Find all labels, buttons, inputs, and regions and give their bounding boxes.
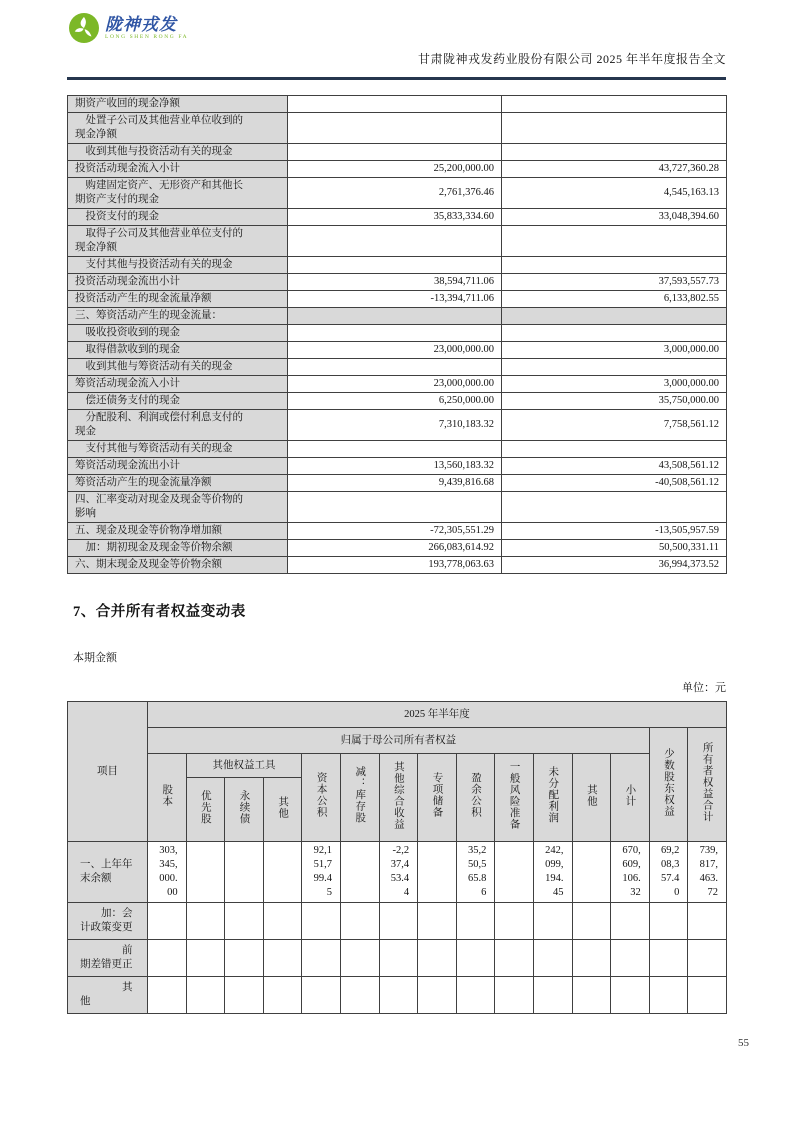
equity-value-cell bbox=[148, 977, 187, 1014]
cashflow-row bbox=[68, 325, 727, 342]
equity-value-cell bbox=[533, 903, 572, 940]
cashflow-item-label: 筹资活动产生的现金流量净额 bbox=[68, 475, 288, 492]
cashflow-item-label: 支付其他与筹资活动有关的现金 bbox=[68, 441, 288, 458]
equity-value-cell bbox=[340, 940, 379, 977]
col-header-minority-interest: 少数股东权益 bbox=[649, 728, 688, 842]
cashflow-prior-value: 35,750,000.00 bbox=[502, 393, 727, 410]
cashflow-prior-value bbox=[502, 226, 727, 257]
equity-value-cell bbox=[688, 903, 727, 940]
cashflow-current-value: 25,200,000.00 bbox=[288, 161, 502, 178]
equity-value-cell bbox=[263, 977, 302, 1014]
cashflow-prior-value bbox=[502, 113, 727, 144]
col-header-item: 项目 bbox=[68, 702, 148, 842]
equity-value-cell: 303,345,000.00 bbox=[148, 842, 187, 903]
col-header-other-instrument: 其他 bbox=[263, 778, 302, 842]
equity-value-cell bbox=[533, 977, 572, 1014]
equity-value-cell bbox=[649, 940, 688, 977]
cashflow-item-label: 五、现金及现金等价物净增加额 bbox=[68, 523, 288, 540]
cashflow-current-value bbox=[288, 257, 502, 274]
section-subtitle: 本期金额 bbox=[73, 652, 117, 664]
cashflow-prior-value: 43,508,561.12 bbox=[502, 458, 727, 475]
equity-value-cell: 35,250,565.86 bbox=[456, 842, 495, 903]
equity-value-cell bbox=[302, 940, 341, 977]
equity-value-cell bbox=[418, 903, 457, 940]
cashflow-item-label: 四、汇率变动对现金及现金等价物的影响 bbox=[68, 492, 288, 523]
equity-item-label: 加：会计政策变更 bbox=[68, 903, 148, 940]
cashflow-current-value bbox=[288, 144, 502, 161]
page-content bbox=[67, 0, 726, 1014]
equity-value-cell bbox=[148, 940, 187, 977]
cashflow-item-label: 吸收投资收到的现金 bbox=[68, 325, 288, 342]
col-header-surplus-reserve: 盈余公积 bbox=[456, 754, 495, 842]
cashflow-row bbox=[68, 209, 727, 226]
equity-value-cell bbox=[225, 903, 264, 940]
equity-value-cell bbox=[495, 940, 534, 977]
cashflow-current-value bbox=[288, 359, 502, 376]
header-rule bbox=[67, 77, 726, 80]
equity-value-cell: 92,151,799.45 bbox=[302, 842, 341, 903]
col-header-period: 2025 年半年度 bbox=[148, 702, 727, 728]
cashflow-row bbox=[68, 359, 727, 376]
equity-row bbox=[68, 940, 727, 977]
cashflow-prior-value: 37,593,557.73 bbox=[502, 274, 727, 291]
cashflow-prior-value bbox=[502, 257, 727, 274]
cashflow-current-value: 35,833,334.60 bbox=[288, 209, 502, 226]
equity-value-cell bbox=[379, 940, 418, 977]
cashflow-prior-value bbox=[502, 96, 727, 113]
equity-row bbox=[68, 842, 727, 903]
logo-pinwheel-icon bbox=[68, 12, 100, 44]
cashflow-prior-value: 33,048,394.60 bbox=[502, 209, 727, 226]
cashflow-current-value bbox=[288, 325, 502, 342]
cashflow-prior-value: 6,133,802.55 bbox=[502, 291, 727, 308]
cashflow-current-value: 193,778,063.63 bbox=[288, 557, 502, 574]
col-header-other-comprehensive-income: 其他综合收益 bbox=[379, 754, 418, 842]
col-header-perpetual-bonds: 永续债 bbox=[225, 778, 264, 842]
col-header-retained-earnings: 未分配利润 bbox=[533, 754, 572, 842]
equity-value-cell bbox=[225, 940, 264, 977]
cashflow-item-label: 期资产收回的现金净额 bbox=[68, 96, 288, 113]
equity-table-header bbox=[68, 702, 727, 842]
cashflow-prior-value bbox=[502, 325, 727, 342]
equity-value-cell bbox=[263, 940, 302, 977]
cashflow-row bbox=[68, 441, 727, 458]
col-header-general-risk-reserve: 一般风险准备 bbox=[495, 754, 534, 842]
cashflow-prior-value: -13,505,957.59 bbox=[502, 523, 727, 540]
cashflow-row bbox=[68, 308, 727, 325]
document-title: 甘肃陇神戎发药业股份有限公司 2025 年半年度报告全文 bbox=[417, 52, 726, 66]
cashflow-item-label: 筹资活动现金流出小计 bbox=[68, 458, 288, 475]
equity-value-cell bbox=[186, 842, 225, 903]
cashflow-current-value: 2,761,376.46 bbox=[288, 178, 502, 209]
cashflow-row bbox=[68, 540, 727, 557]
equity-value-cell bbox=[649, 977, 688, 1014]
cashflow-current-value: 6,250,000.00 bbox=[288, 393, 502, 410]
cashflow-item-label: 处置子公司及其他营业单位收到的现金净额 bbox=[68, 113, 288, 144]
equity-value-cell bbox=[263, 903, 302, 940]
equity-value-cell bbox=[572, 977, 611, 1014]
cashflow-prior-value: -40,508,561.12 bbox=[502, 475, 727, 492]
cashflow-current-value bbox=[288, 96, 502, 113]
equity-value-cell bbox=[418, 940, 457, 977]
page-header bbox=[67, 0, 726, 77]
equity-value-cell bbox=[688, 940, 727, 977]
equity-value-cell bbox=[340, 842, 379, 903]
cashflow-row bbox=[68, 410, 727, 441]
equity-value-cell bbox=[572, 842, 611, 903]
col-header-capital-reserve: 资本公积 bbox=[302, 754, 341, 842]
cashflow-row bbox=[68, 492, 727, 523]
equity-value-cell bbox=[302, 977, 341, 1014]
equity-table-body bbox=[68, 842, 727, 1014]
cashflow-item-label: 取得子公司及其他营业单位支付的现金净额 bbox=[68, 226, 288, 257]
logo-brand-text: 陇神戎发 bbox=[105, 14, 177, 34]
cashflow-item-label: 投资活动产生的现金流量净额 bbox=[68, 291, 288, 308]
col-header-treasury-shares: 减：库存股 bbox=[340, 754, 379, 842]
cashflow-current-value: -72,305,551.29 bbox=[288, 523, 502, 540]
cashflow-item-label: 取得借款收到的现金 bbox=[68, 342, 288, 359]
cashflow-row bbox=[68, 458, 727, 475]
cashflow-item-label: 收到其他与筹资活动有关的现金 bbox=[68, 359, 288, 376]
cashflow-row bbox=[68, 342, 727, 359]
cashflow-item-label: 投资活动现金流入小计 bbox=[68, 161, 288, 178]
equity-value-cell: 739,817,463.72 bbox=[688, 842, 727, 903]
company-logo bbox=[68, 12, 188, 44]
equity-value-cell bbox=[611, 903, 650, 940]
cashflow-row bbox=[68, 291, 727, 308]
cashflow-item-label: 投资支付的现金 bbox=[68, 209, 288, 226]
equity-value-cell bbox=[340, 977, 379, 1014]
cashflow-prior-value bbox=[502, 359, 727, 376]
cashflow-current-value: 7,310,183.32 bbox=[288, 410, 502, 441]
equity-value-cell bbox=[456, 903, 495, 940]
cashflow-item-label: 偿还债务支付的现金 bbox=[68, 393, 288, 410]
equity-value-cell bbox=[611, 940, 650, 977]
cashflow-prior-value: 36,994,373.52 bbox=[502, 557, 727, 574]
equity-value-cell bbox=[611, 977, 650, 1014]
cashflow-row bbox=[68, 376, 727, 393]
cashflow-current-value bbox=[288, 308, 502, 325]
equity-value-cell bbox=[186, 903, 225, 940]
cashflow-current-value: 23,000,000.00 bbox=[288, 342, 502, 359]
col-header-share-capital: 股本 bbox=[148, 754, 187, 842]
page-number: 55 bbox=[738, 1037, 749, 1049]
col-header-special-reserve: 专项储备 bbox=[418, 754, 457, 842]
cashflow-current-value: 9,439,816.68 bbox=[288, 475, 502, 492]
cashflow-item-label: 投资活动现金流出小计 bbox=[68, 274, 288, 291]
equity-row bbox=[68, 903, 727, 940]
cashflow-row bbox=[68, 393, 727, 410]
cashflow-current-value: 266,083,614.92 bbox=[288, 540, 502, 557]
equity-value-cell: -2,237,453.44 bbox=[379, 842, 418, 903]
cashflow-prior-value bbox=[502, 144, 727, 161]
cashflow-prior-value: 3,000,000.00 bbox=[502, 342, 727, 359]
cashflow-current-value: 13,560,183.32 bbox=[288, 458, 502, 475]
cashflow-current-value: -13,394,711.06 bbox=[288, 291, 502, 308]
cashflow-prior-value: 43,727,360.28 bbox=[502, 161, 727, 178]
equity-value-cell bbox=[495, 903, 534, 940]
equity-value-cell bbox=[572, 940, 611, 977]
cashflow-current-value bbox=[288, 492, 502, 523]
cashflow-current-value bbox=[288, 441, 502, 458]
equity-row bbox=[68, 977, 727, 1014]
equity-value-cell bbox=[186, 977, 225, 1014]
equity-value-cell bbox=[148, 903, 187, 940]
cashflow-row bbox=[68, 226, 727, 257]
cashflow-row bbox=[68, 475, 727, 492]
cashflow-item-label: 三、筹资活动产生的现金流量： bbox=[68, 308, 288, 325]
cashflow-prior-value bbox=[502, 308, 727, 325]
equity-value-cell bbox=[456, 977, 495, 1014]
cashflow-row bbox=[68, 523, 727, 540]
cashflow-prior-value bbox=[502, 441, 727, 458]
equity-item-label: 其他 bbox=[68, 977, 148, 1014]
equity-value-cell bbox=[379, 903, 418, 940]
equity-value-cell bbox=[225, 977, 264, 1014]
equity-value-cell: 670,609,106.32 bbox=[611, 842, 650, 903]
cashflow-table-body bbox=[68, 96, 727, 574]
equity-value-cell bbox=[572, 903, 611, 940]
cashflow-prior-value: 7,758,561.12 bbox=[502, 410, 727, 441]
cashflow-current-value: 38,594,711.06 bbox=[288, 274, 502, 291]
cashflow-item-label: 筹资活动现金流入小计 bbox=[68, 376, 288, 393]
equity-value-cell bbox=[688, 977, 727, 1014]
unit-note: 单位：元 bbox=[682, 682, 726, 694]
equity-value-cell: 69,208,357.40 bbox=[649, 842, 688, 903]
cashflow-statement-table bbox=[67, 95, 727, 574]
cashflow-row bbox=[68, 557, 727, 574]
equity-item-label: 前期差错更正 bbox=[68, 940, 148, 977]
cashflow-item-label: 收到其他与投资活动有关的现金 bbox=[68, 144, 288, 161]
equity-value-cell bbox=[263, 842, 302, 903]
cashflow-prior-value: 50,500,331.11 bbox=[502, 540, 727, 557]
col-header-preferred-shares: 优先股 bbox=[186, 778, 225, 842]
cashflow-prior-value: 3,000,000.00 bbox=[502, 376, 727, 393]
col-header-other-equity-instruments: 其他权益工具 bbox=[186, 754, 302, 778]
equity-value-cell bbox=[340, 903, 379, 940]
cashflow-row bbox=[68, 161, 727, 178]
cashflow-prior-value: 4,545,163.13 bbox=[502, 178, 727, 209]
equity-value-cell bbox=[533, 940, 572, 977]
cashflow-row bbox=[68, 178, 727, 209]
equity-change-table bbox=[67, 701, 727, 1014]
col-header-other: 其他 bbox=[572, 754, 611, 842]
cashflow-current-value bbox=[288, 226, 502, 257]
section-title: 7、合并所有者权益变动表 bbox=[73, 604, 246, 620]
cashflow-row bbox=[68, 144, 727, 161]
cashflow-current-value bbox=[288, 113, 502, 144]
equity-value-cell bbox=[186, 940, 225, 977]
logo-brand-subtext: LONG SHEN RONG FA bbox=[105, 33, 189, 40]
cashflow-prior-value bbox=[502, 492, 727, 523]
cashflow-item-label: 六、期末现金及现金等价物余额 bbox=[68, 557, 288, 574]
col-header-total-equity: 所有者权益合计 bbox=[688, 728, 727, 842]
equity-value-cell bbox=[495, 842, 534, 903]
cashflow-item-label: 加：期初现金及现金等价物余额 bbox=[68, 540, 288, 557]
cashflow-current-value: 23,000,000.00 bbox=[288, 376, 502, 393]
equity-value-cell bbox=[379, 977, 418, 1014]
equity-value-cell bbox=[418, 977, 457, 1014]
col-header-parent-group: 归属于母公司所有者权益 bbox=[148, 728, 650, 754]
col-header-subtotal: 小计 bbox=[611, 754, 650, 842]
cashflow-item-label: 支付其他与投资活动有关的现金 bbox=[68, 257, 288, 274]
cashflow-row bbox=[68, 113, 727, 144]
logo-text-block bbox=[105, 16, 188, 41]
equity-value-cell: 242,099,194.45 bbox=[533, 842, 572, 903]
equity-value-cell bbox=[495, 977, 534, 1014]
equity-value-cell bbox=[456, 940, 495, 977]
cashflow-item-label: 购建固定资产、无形资产和其他长期资产支付的现金 bbox=[68, 178, 288, 209]
equity-value-cell bbox=[418, 842, 457, 903]
equity-item-label: 一、上年年末余额 bbox=[68, 842, 148, 903]
equity-value-cell bbox=[649, 903, 688, 940]
cashflow-row bbox=[68, 257, 727, 274]
equity-value-cell bbox=[225, 842, 264, 903]
cashflow-row bbox=[68, 274, 727, 291]
equity-value-cell bbox=[302, 903, 341, 940]
cashflow-row bbox=[68, 96, 727, 113]
cashflow-item-label: 分配股利、利润或偿付利息支付的现金 bbox=[68, 410, 288, 441]
